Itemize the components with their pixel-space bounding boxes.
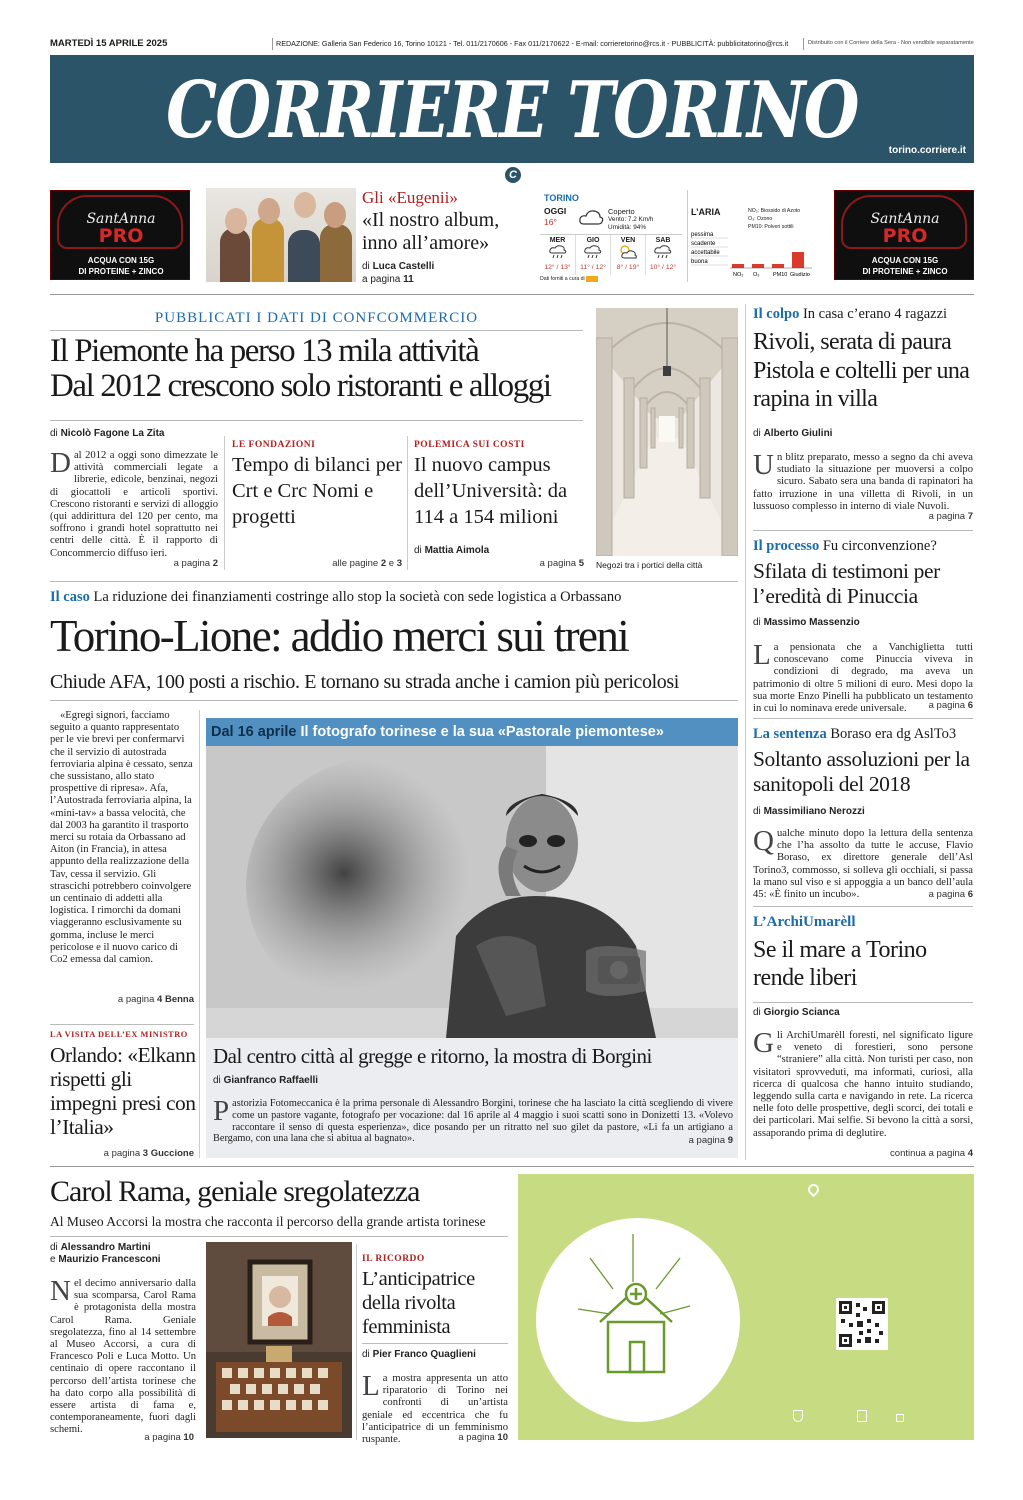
ad-sub1: ACQUA CON 15G [87,256,155,265]
borgini-pageref[interactable]: a pagina 9 [688,1135,733,1146]
processo-author: Massimo Massenzio [763,617,860,628]
ff-footer-logo-3 [896,1414,966,1422]
borgini-author: Gianfranco Raffaelli [223,1075,319,1086]
ff-qr-code[interactable] [836,1298,888,1350]
fondazioni-pageref[interactable]: alle pagine 2 e 3 [332,558,402,569]
caso-subtitle: Chiude AFA, 100 posti a rischio. E tornano su strada anche i camion più pericolosi [50,671,679,693]
ff-footer-logo-1 [768,1410,828,1424]
campus-kicker: POLEMICA SUI COSTI [414,440,525,450]
lead1-title[interactable] [50,334,590,404]
lead1-byline: di Nicolò Fagone La Zita [50,428,165,439]
forecast-temp: 10° / 12° [649,264,677,271]
ad-brand: SantAnna [86,211,156,227]
forecast-ven [610,235,645,275]
archi-body: Gli ArchiUmarèll foresti, nel significato ligure e veneto di forestieri, sono persone “straniere” alla città. Non turisti per caso, non visitatori sprovveduti, ma informati, curiosi, alla ricerca di qualcosa che hanno intuito studiando, leggendo sulla carta e navigando in rete. La ricerca nelle foto delle prospettive, degli scorci, dei totali e dei particolari. Mai selfie. Si bevono la città a sorsi, assaporando prima di deglutire. [753,1027,973,1139]
lead1-body: Dal 2012 a oggi sono dimezzate le attività commerciali legate a librerie, edicole, benzinai, negozi di giocattoli e articoli sportivi. Crescono ristoranti e servizi di alloggio (qui addirittura del 120 per cento, ma soffrono i grandi hotel soprattutto nei centri delle città. È il rapporto di Concommercio diffuso ieri. [50,447,218,559]
air-bar-3 [792,252,804,268]
corriere-badge [503,165,523,185]
rain-icon [540,244,575,260]
lead1-title-line1: Il Piemonte ha perso 13 mila attività [50,333,479,369]
teaser-byline: di Luca Castelli [362,261,435,272]
air-category-label: NO₂ [733,272,744,278]
borgini-banner-text [211,724,664,740]
ricordo-body: La mostra appresenta un atto riparatorio di Torino nei confronti di un’artista geniale ed eccentrica che fu l’anticipatrice di un femminismo ruspante. [362,1370,508,1446]
rain-icon [646,244,680,260]
weather-forecast [540,234,682,274]
ad-santanna-left[interactable] [50,190,190,280]
forecast-sab [645,235,680,275]
weather-box [538,190,682,282]
masthead [50,55,974,163]
borgini-banner-subject: Il fotografo torinese e la sua «Pastorale piemontese» [300,724,664,740]
borgini-photo [206,746,738,1038]
processo-byline: di Massimo Massenzio [753,617,860,628]
fondazioni-kicker: LE FONDAZIONI [232,440,316,450]
sun-cloud-icon [611,244,645,260]
ricordo-byline: di Pier Franco Quaglieni [362,1349,476,1360]
carol-title[interactable]: Carol Rama, geniale sregolatezza [50,1175,420,1208]
issue-date: MARTEDÌ 15 APRILE 2025 [50,38,168,49]
ad-santanna-right[interactable] [834,190,974,280]
forecast-day-label: VEN [620,237,636,244]
sentenza-body: Qualche minuto dopo la lettura della sentenza che l’ha assolto da tutte le accuse, Flavio Boraso, ex direttore generale dell’Asl Torino3, commosso, si solleva gli occhiali, si passa la mano sul viso e si appoggia a un banco dell’aula 45: «È finito un incubo». [753,825,973,901]
air-level-label: buona [691,259,708,265]
colpo-author: Alberto Giulini [763,428,833,439]
archi-kicker: L’ArchiUmarèll [753,914,856,930]
ff-footer-grid-icon [896,1414,904,1422]
lead1-author: Nicolò Fagone La Zita [60,428,165,439]
processo-title[interactable]: Sfilata di testimoni per l’eredità di Pinuccia [753,559,940,608]
badge-letter: C [509,169,517,181]
colpo-kicker: Il colpo In casa c’erano 4 ragazzi [753,306,948,322]
carol-byline: di Alessandro Martini e Maurizio Francesconi [50,1242,161,1265]
caso-body: «Egregi signori, facciamo seguito a quanto rappresentato per le vie brevi per confermarvi che il servizio di autostrada ferroviaria alpina è cessato, senza che sussistano, allo stato prospettive di ripresa». Afa, l’Autostrada ferroviaria alpina, la «mini-tav» a bassa velocità, che dal 2003 ha garantito il trasporto merci su rotaia da Orbassano ad Aiton (in Francia), in attesa appunto della realizzazione della Tav, cessa il servizio. Gli strascichi potrebbero coinvolgere un centinaio di addetti alla logistica. I rimorchi da domani viaggeranno esclusivamente su gomma, incluse le merci pericolose e il nuovo carico di Co2 emessa dal camion. [50,710,193,966]
sentenza-kicker: La sentenza Boraso era dg AslTo3 [753,726,957,742]
today-humidity: Umidità: 94% [608,224,647,231]
ad-sub2: DI PROTEINE + ZINCO [78,267,164,276]
campus-byline: di Mattia Aimola [414,545,490,556]
borgini-body: Pastorizia Fotomeccanica è la prima personale di Alessandro Borgini, torinese che ha lasciato la città scegliendo di vivere come un pastore vagante, fotografo per vocazione: dal 16 aprile al 4 maggio i suoi scatti sono in Donizetti 13. «Volevo raccontare il senso di questa esperienza», dice posando per un ritratto nel suo gilet da pastore, «Li fa un artigiano a Bergamo, con una lana che si abitua al bagnato». [213,1095,733,1145]
carol-author-2: Maurizio Francesconi [58,1254,161,1265]
air-level-label: pessima [691,232,714,238]
band-photo [206,188,356,282]
air-category-label: Giudizio [790,272,810,278]
cloud-icon [578,208,604,231]
ff-logo [808,1184,822,1206]
campus-pageref[interactable]: a pagina 5 [539,558,584,569]
air-category-label: PM10 [773,272,788,278]
processo-kicker: Il processo Fu circonvenzione? [753,538,937,554]
redazione-info: REDAZIONE: Galleria San Federico 16, Torino 10121 - Tel. 011/2170606 - Fax 011/2170622 - E-mail: corrieretorino@rcs.it - PUBBLICITÀ: pubblicitatorino@rcs.it [276,39,789,48]
air-bar-0 [732,264,744,268]
lead1-pageref[interactable]: a pagina 2 [173,558,218,569]
carol-author-1: Alessandro Martini [60,1242,151,1253]
ad-brand: SantAnna [870,211,940,227]
carol-rama-photo [206,1242,352,1438]
colpo-title[interactable]: Rivoli, serata di paura Pistola e coltelli per una rapina in villa [753,329,970,412]
portici-caption: Negozi tra i portici della città [596,560,703,570]
distribution-note: Distribuito con il Corriere della Sera - Non vendibile separatamente [808,40,974,46]
air-category-label: O₃ [753,272,760,278]
air-quality [687,190,811,282]
lead1-kicker: PUBBLICATI I DATI DI CONFCOMMERCIO [154,310,479,326]
air-title: L’ARIA [691,207,721,217]
forecast-mer [540,235,575,275]
forecast-day-label: MER [549,237,566,244]
orlando-title[interactable]: Orlando: «Elkann rispetti gli impegni presi con l’Italia» [50,1043,196,1139]
forecast-temp: 11° / 12° [580,264,606,271]
rain-icon [576,244,610,260]
air-quality-chart [688,230,812,280]
ff-footer-logo-2 [832,1410,892,1424]
borgini-title[interactable]: Dal centro città al gregge e ritorno, la mostra di Borgini [213,1044,652,1068]
borgini-banner-date: Dal 16 aprile [211,724,297,740]
air-bar-1 [752,264,764,268]
forecast-gio [575,235,610,275]
air-level-label: accettabile [691,250,720,256]
borgini-box [206,718,738,1158]
sentenza-byline: di Massimiliano Nerozzi [753,806,865,817]
caso-kicker: Il caso La riduzione dei finanziamenti costringe allo stop la società con sede logistica a Orbassano [50,589,622,605]
ad-line: PRO [882,225,928,247]
teaser-quote[interactable]: «Il nostro album, inno all’amore» [362,209,500,254]
ad-sub1: ACQUA CON 15G [871,256,939,265]
ad-line: PRO [98,225,144,247]
lead1-title-line2: Dal 2012 crescono solo ristoranti e alloggi [50,368,551,404]
fondazioni-title[interactable]: Tempo di bilanci per Crt e Crc Nomi e progetti [232,454,402,528]
air-legend: NO₂: Biossido di Azoto O₃: Ozono PM10: Polveri sottili [748,208,801,230]
ff-footer-shield-icon [793,1410,803,1422]
today-label: OGGI [544,206,567,216]
campus-title[interactable]: Il nuovo campus dell’Università: da 114 a 154 milioni [414,454,568,528]
archi-byline: di Giorgio Scianca [753,1007,840,1018]
forecast-day-label: GIO [586,237,600,244]
forecast-day-label: SAB [655,237,671,244]
ff-footer [768,1410,968,1434]
sentenza-title[interactable]: Soltanto assoluzioni per la sanitopoli del 2018 [753,747,970,796]
masthead-url[interactable]: torino.corriere.it [888,145,966,156]
ff-footer-crest-icon [857,1410,867,1422]
colpo-pageref[interactable]: a pagina 7 [928,511,973,522]
carol-subtitle: Al Museo Accorsi la mostra che racconta il percorso della grande artista torinese [50,1214,486,1229]
teaser-pageref: a pagina 11 [362,274,414,285]
carol-pageref[interactable]: a pagina 10 [144,1432,194,1443]
caso-title[interactable]: Torino-Lione: addio merci sui treni [50,611,629,661]
ricordo-kicker: IL RICORDO [362,1254,425,1264]
processo-pageref[interactable]: a pagina 6 [928,700,973,711]
ad-sub2: DI PROTEINE + ZINCO [862,267,948,276]
portici-photo [596,308,738,556]
forecast-temp: 12° / 13° [544,264,571,271]
air-bar-2 [772,264,784,268]
masthead-title: CORRIERE TORINO [166,65,858,156]
processo-body: La pensionata che a Vanchiglietta tutti conoscevano come Pinuccia viveva in condizioni di degrado, ma aveva un patrimonio di oltre 5 milioni di euro. Mesi dopo la sua morte Enzo Pinelli ha pubblicato un testamento in cui lo nominava erede universale. [753,639,973,715]
ad-federfarma[interactable] [518,1174,974,1440]
colpo-body: Un blitz preparato, messo a segno da chi aveva studiato la situazione per muoversi a colpo sicuro. Sabato sera una banda di rapinatori ha fatto irruzione in una villetta di Rivoli, in un lussuoso complesso in interno di viale Nuvoli. [753,449,973,512]
caso-pageref[interactable]: a pagina 4 Benna [117,994,194,1005]
teaser-kicker: Gli «Eugenii» [362,188,458,207]
sentenza-author: Massimiliano Nerozzi [763,806,865,817]
ff-logo-pin-icon [806,1182,822,1198]
ricordo-pageref[interactable]: a pagina 10 [458,1432,508,1443]
colpo-byline: di Alberto Giulini [753,428,833,439]
borgini-byline: di Gianfranco Raffaelli [213,1075,319,1086]
archi-title[interactable]: Se il mare a Torino rende liberi [753,937,927,991]
carol-body: Nel decimo anniversario dalla sua scomparsa, Carol Rama è protagonista della mostra Carol Rama. Geniale sregolatezza, fino al 14 settembre al Museo Accorsi, a cura di Francesco Poli e Luca Motto. Un centinaio di opere raccontano il percorso dell’artista torinese che ha dato corpo alla possibilità di essere artista di fama e, contemporaneamente, fuori dagli schemi. [50,1275,196,1436]
sentenza-pageref[interactable]: a pagina 6 [928,889,973,900]
orlando-pageref[interactable]: a pagina 3 Guccione [103,1148,194,1159]
ricordo-author: Pier Franco Quaglieni [372,1349,476,1360]
today-desc: Coperto [608,207,635,216]
archi-author: Giorgio Scianca [763,1007,840,1018]
campus-author: Mattia Aimola [424,545,490,556]
today-temp: 16° [544,217,557,227]
orlando-kicker: LA VISITA DELL’EX MINISTRO [50,1030,188,1039]
today-wind: Vento: 7.2 Km/h [608,216,654,223]
archi-pageref[interactable]: continua a pagina 4 [890,1148,973,1159]
air-level-label: scadente [691,241,716,247]
weather-city: TORINO [544,193,579,203]
teaser-author: Luca Castelli [372,261,435,272]
ricordo-title[interactable]: L’anticipatrice della rivolta femminista [362,1268,475,1338]
forecast-temp: 8° / 19° [616,264,640,271]
weather-credit: Dati forniti a cura di [540,276,598,282]
